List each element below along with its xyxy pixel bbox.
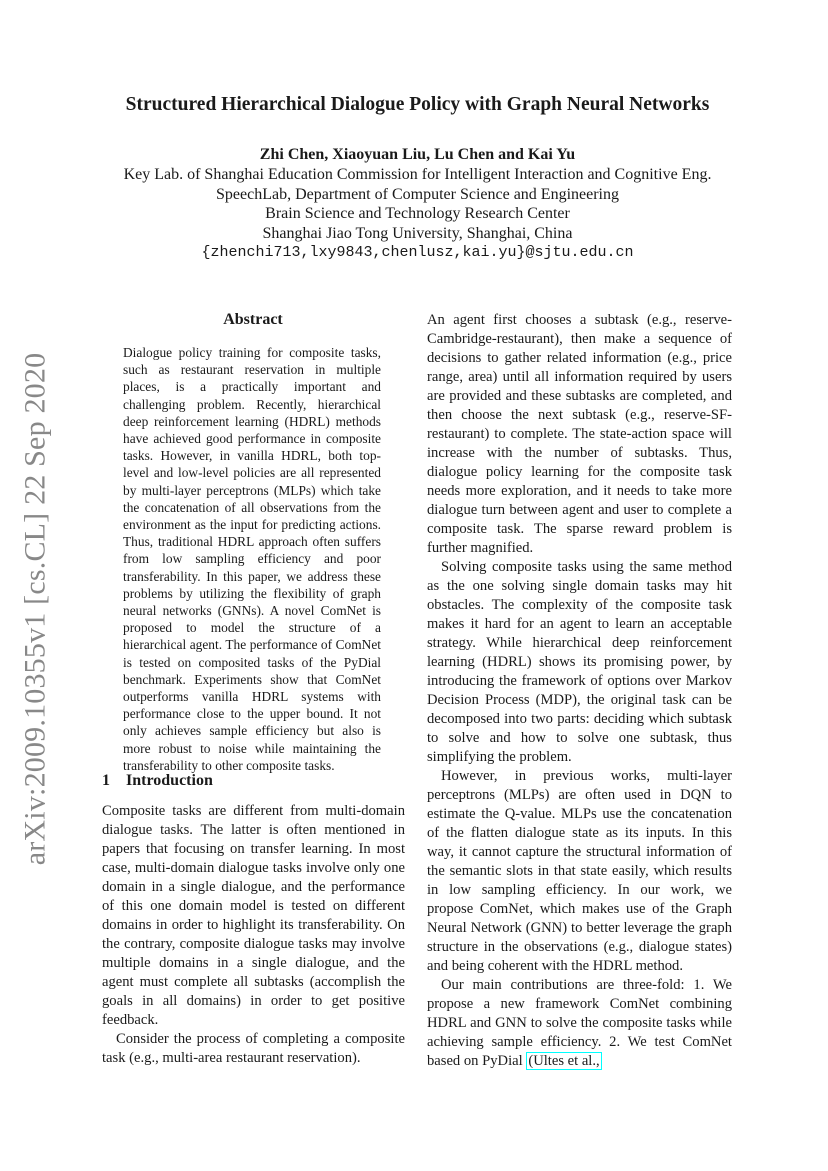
affiliation-block <box>100 165 735 263</box>
section-number: 1 <box>102 772 110 789</box>
affiliation-line: Brain Science and Technology Research Center <box>265 205 570 222</box>
arxiv-identifier-text: arXiv:2009.10355v1 [cs.CL] 22 Sep 2020 <box>18 352 52 866</box>
left-column-body <box>102 802 405 1068</box>
body-paragraph: Composite tasks are different from multi-domain dialogue tasks. The latter is often mentioned in papers that focusing on transfer learning. In most case, multi-domain dialogue tasks involve only one domain in a single dialogue, and the performance of this one domain model is tested on different domains in order to highlight its transferability. On the contrary, composite dialogue tasks may involve multiple domains in a single dialogue, and the agent must complete all subtasks (accomplish the goals in all domains) in order to get positive feedback. <box>102 803 405 1028</box>
abstract-text: Dialogue policy training for composite tasks, such as restaurant reservation in multiple places, is a practically important and challenging problem. Recently, hierarchical deep reinforcement learning (HDRL) methods have achieved good performance in composite tasks. However, in vanilla HDRL, both top-level and low-level policies are all represented by multi-layer perceptrons (MLPs) which take the concatenation of all observations from the environment as the input for predicting actions. Thus, traditional HDRL approach often suffers from low sampling efficiency and poor transferability. In this paper, we address these problems by utilizing the flexibility of graph neural networks (GNNs). A novel ComNet is proposed to model the structure of a hierarchical agent. The performance of ComNet is tested on composited tasks of the PyDial benchmark. Experiments show that ComNet outperforms vanilla HDRL systems with performance close to the upper bound. It not only achieves sample efficiency but also is more robust to noise while maintaining the transferability to other composite tasks. <box>123 345 381 773</box>
author-emails: {zhenchi713,lxy9843,chenlusz,kai.yu}@sjtu.edu.cn <box>201 244 634 261</box>
affiliation-line: SpeechLab, Department of Computer Science and Engineering <box>216 185 619 203</box>
citation-link[interactable]: (Ultes et al., <box>528 1053 600 1069</box>
abstract-heading: Abstract <box>223 311 283 328</box>
contributions-text: Our main contributions are three-fold: 1. We propose a new framework ComNet combining HDRL and GNN to solve the composite tasks while achieving sample efficiency. 2. We test ComNet based on PyDial <box>427 977 732 1069</box>
body-paragraph: Consider the process of completing a composite task (e.g., multi-area restaurant reservation). <box>102 1031 405 1066</box>
body-paragraph <box>427 976 732 1071</box>
body-paragraph: However, in previous works, multi-layer perceptrons (MLPs) are often used in DQN to estimate the Q-value. MLPs use the concatenation of the flatten dialogue state as its inputs. In this way, it cannot capture the structural information of the semantic slots in that state easily, which results in low sampling efficiency. In our work, we propose ComNet, which makes use of the Graph Neural Network (GNN) to better leverage the graph structure in the observations (e.g., dialogue states) and being coherent with the HDRL method. <box>427 768 732 974</box>
arxiv-identifier <box>8 352 62 866</box>
affiliation-line: Key Lab. of Shanghai Education Commission for Intelligent Interaction and Cognitive Eng. <box>123 166 712 183</box>
paper-title: Structured Hierarchical Dialogue Policy with Graph Neural Networks <box>125 94 710 115</box>
author-list: Zhi Chen, Xiaoyuan Liu, Lu Chen and Kai Yu <box>259 146 576 163</box>
body-paragraph: An agent first chooses a subtask (e.g., reserve-Cambridge-restaurant), then make a sequence of decisions to gather related information (e.g., price range, area) until all information required by users are provided and these subtasks are completed, and then choose the next subtask (e.g., reserve-SF-restaurant) to complete. The state-action space will increase with the number of subtasks. Thus, dialogue policy learning for the composite task needs more exploration, and it needs to take more dialogue turn between agent and user to complete a composite task. The sparse reward problem is further magnified. <box>427 312 732 556</box>
affiliation-line: Shanghai Jiao Tong University, Shanghai, China <box>262 224 573 242</box>
body-paragraph: Solving composite tasks using the same method as the one solving single domain tasks may hit obstacles. The complexity of the composite task makes it hard for an agent to learn an acceptable strategy. While hierarchical deep reinforcement learning (HDRL) shows its promising power, by introducing the framework of options over Markov Decision Process (MDP), the original task can be decomposed into two parts: deciding which subtask to solve and how to solve one subtask, thus simplifying the problem. <box>427 559 732 765</box>
section-heading <box>102 772 404 790</box>
section-title: Introduction <box>126 772 213 789</box>
right-column-body <box>427 311 732 1071</box>
